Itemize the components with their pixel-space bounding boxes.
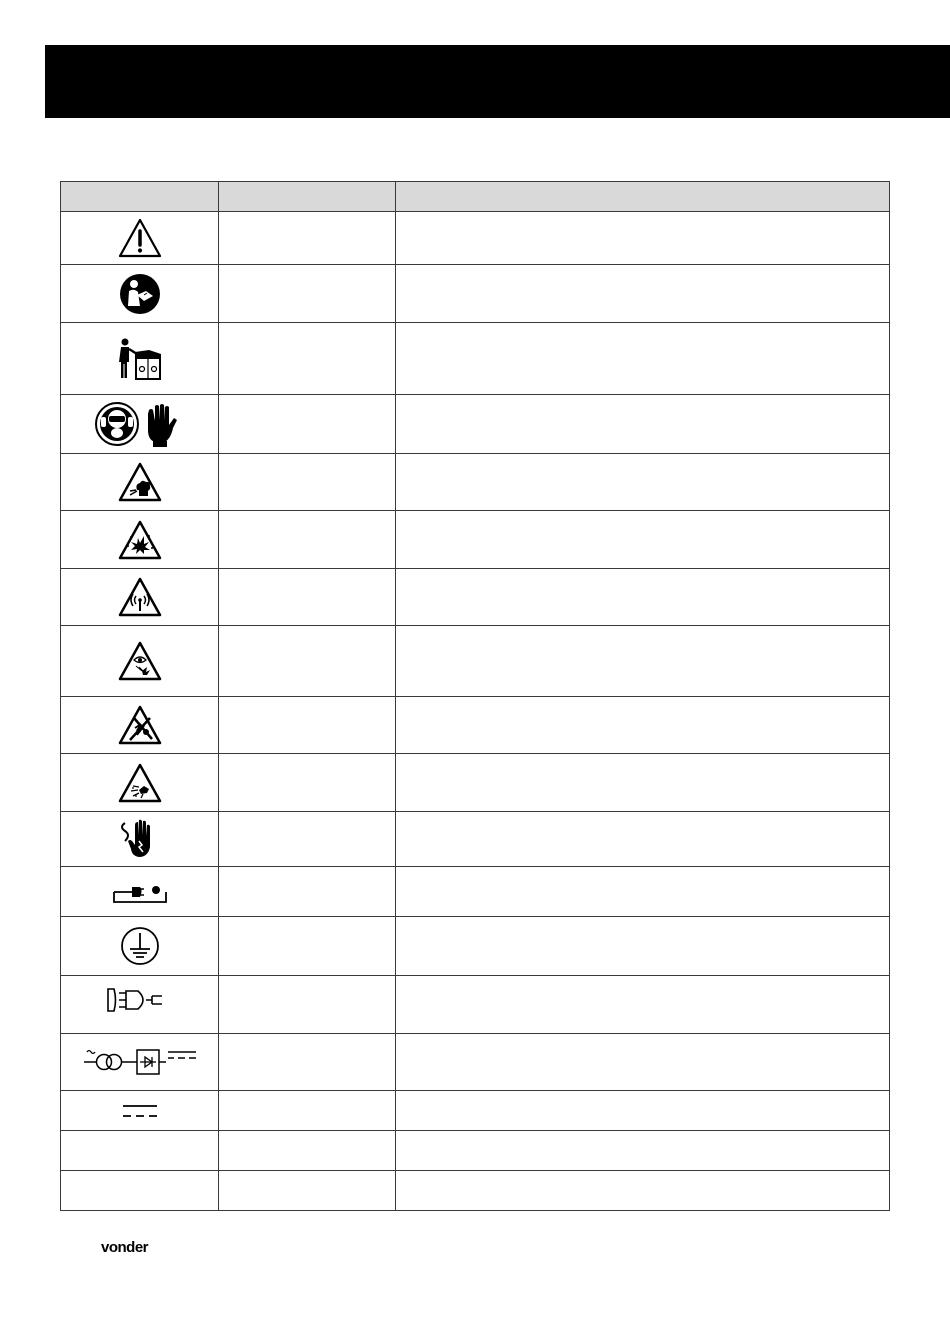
unplug-icon — [110, 878, 170, 906]
symbol-cell — [61, 917, 219, 976]
table-row — [61, 1091, 890, 1131]
symbol-cell — [61, 569, 219, 626]
table-row — [61, 1171, 890, 1211]
table-row — [61, 454, 890, 511]
symbol-cell — [61, 976, 219, 1034]
symbol-cell — [61, 1171, 219, 1211]
table-header-row — [61, 182, 890, 212]
symbol-name — [219, 265, 396, 323]
symbol-description — [396, 323, 890, 395]
ground-icon — [120, 926, 160, 966]
radiation-warning-icon — [117, 576, 163, 618]
symbol-cell — [61, 626, 219, 697]
symbol-name — [219, 976, 396, 1034]
symbol-description — [396, 212, 890, 265]
table-row — [61, 395, 890, 454]
symbol-name — [219, 1034, 396, 1091]
hand-shock-icon — [117, 817, 163, 861]
table-row — [61, 626, 890, 697]
table-row — [61, 569, 890, 626]
symbol-description — [396, 812, 890, 867]
toxic-fumes-warning-icon — [117, 461, 163, 503]
protective-equipment-icon — [95, 400, 185, 448]
symbol-description — [396, 454, 890, 511]
symbol-description — [396, 569, 890, 626]
symbol-description — [396, 626, 890, 697]
symbol-cell — [61, 323, 219, 395]
symbol-name — [219, 1091, 396, 1131]
symbol-name — [219, 626, 396, 697]
table-row — [61, 697, 890, 754]
symbol-name — [219, 754, 396, 812]
general-warning-icon — [117, 217, 163, 259]
symbol-name — [219, 323, 396, 395]
table-row — [61, 212, 890, 265]
table-row — [61, 812, 890, 867]
symbol-description — [396, 917, 890, 976]
symbol-name — [219, 812, 396, 867]
symbol-cell — [61, 812, 219, 867]
symbol-name — [219, 1171, 396, 1211]
read-manual-icon — [119, 273, 161, 315]
symbol-cell — [61, 754, 219, 812]
symbol-name — [219, 917, 396, 976]
symbol-name — [219, 212, 396, 265]
column-header-symbol — [61, 182, 219, 212]
symbol-cell — [61, 1034, 219, 1091]
recycling-disposal-icon — [115, 336, 165, 382]
symbol-cell — [61, 454, 219, 511]
symbol-cell — [61, 395, 219, 454]
explosion-warning-icon — [117, 519, 163, 561]
column-header-name — [219, 182, 396, 212]
header-bar — [45, 45, 950, 118]
table-row — [61, 265, 890, 323]
table-row — [61, 1131, 890, 1171]
symbol-name — [219, 1131, 396, 1171]
table-row — [61, 754, 890, 812]
symbol-cell — [61, 212, 219, 265]
symbol-cell — [61, 1091, 219, 1131]
symbol-name — [219, 454, 396, 511]
electric-shock-warning-icon — [117, 704, 163, 746]
table-row — [61, 867, 890, 917]
symbol-description — [396, 265, 890, 323]
symbol-description — [396, 1131, 890, 1171]
symbol-table — [60, 181, 890, 1211]
symbol-name — [219, 569, 396, 626]
symbol-description — [396, 976, 890, 1034]
brand-logo: vonder — [101, 1239, 149, 1256]
symbol-cell — [61, 867, 219, 917]
transformer-rectifier-icon — [82, 1046, 198, 1076]
symbol-name — [219, 395, 396, 454]
column-header-description — [396, 182, 890, 212]
table-row — [61, 511, 890, 569]
symbol-description — [396, 754, 890, 812]
symbol-description — [396, 1034, 890, 1091]
plug-icon — [104, 986, 176, 1014]
symbol-name — [219, 511, 396, 569]
symbol-description — [396, 1171, 890, 1211]
symbol-description — [396, 395, 890, 454]
symbol-description — [396, 697, 890, 754]
table-row — [61, 1034, 890, 1091]
direct-current-icon — [120, 1100, 160, 1122]
symbol-description — [396, 511, 890, 569]
symbol-cell — [61, 697, 219, 754]
fire-sparks-warning-icon — [117, 762, 163, 804]
symbol-cell — [61, 511, 219, 569]
symbol-description — [396, 867, 890, 917]
symbol-description — [396, 1091, 890, 1131]
table-row — [61, 917, 890, 976]
table-row — [61, 976, 890, 1034]
table-row — [61, 323, 890, 395]
symbol-name — [219, 867, 396, 917]
symbol-name — [219, 697, 396, 754]
eye-injury-warning-icon — [117, 640, 163, 682]
symbol-cell — [61, 1131, 219, 1171]
symbol-cell — [61, 265, 219, 323]
